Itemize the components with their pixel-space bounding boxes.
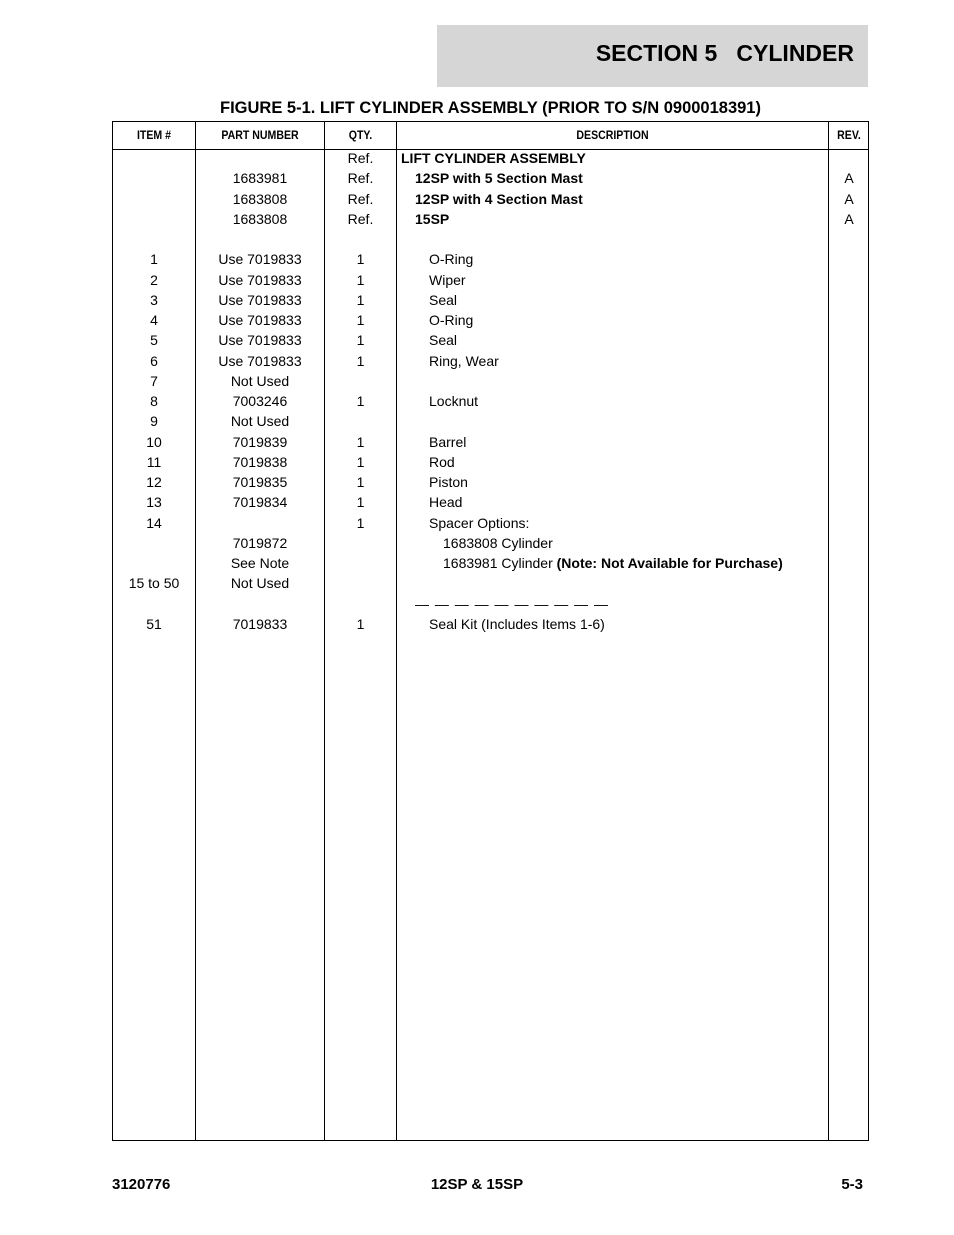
description-text: LIFT CYLINDER ASSEMBLY	[401, 150, 586, 166]
revision	[829, 310, 869, 330]
revision	[829, 330, 869, 350]
description	[443, 533, 553, 553]
description-text: O-Ring	[429, 251, 474, 268]
item-number: 8	[150, 393, 158, 409]
revision: A	[844, 210, 854, 227]
quantity: 1	[356, 616, 365, 632]
description	[429, 391, 478, 411]
part-number: Use 7019833	[218, 312, 302, 328]
part-number: Use 7019833	[218, 291, 302, 308]
item-number: 11	[146, 453, 162, 470]
revision	[829, 270, 869, 290]
footer-model: 12SP & 15SP	[430, 1176, 524, 1193]
quantity: Ref.	[347, 150, 374, 166]
description: Seal Kit (Includes Items 1-6)	[429, 616, 605, 632]
item-number	[113, 553, 195, 573]
revision	[829, 249, 869, 269]
quantity: 1	[356, 352, 365, 369]
section-title: SECTION 5 CYLINDER	[595, 40, 854, 66]
description	[429, 310, 473, 330]
item-number: 4	[150, 312, 158, 328]
quantity	[325, 411, 396, 431]
part-number	[196, 148, 324, 168]
revision	[829, 472, 869, 492]
description	[429, 290, 457, 310]
part-number: 7019835	[232, 474, 288, 490]
revision	[829, 452, 869, 472]
description	[429, 472, 468, 492]
revision	[829, 513, 869, 533]
quantity: 1	[356, 474, 365, 490]
header-rev: REV.	[837, 128, 861, 142]
header-qty: QTY.	[348, 128, 373, 142]
description	[429, 351, 499, 371]
item-number: 9	[150, 413, 158, 430]
separator-line: — — — — — — — — — —	[415, 596, 610, 612]
description-text: Barrel	[429, 433, 467, 450]
description	[429, 270, 466, 290]
item-number: 51	[146, 616, 162, 632]
item-number: 1	[150, 251, 158, 268]
quantity: 1	[356, 332, 365, 349]
quantity: 1	[356, 251, 365, 268]
item-number	[113, 533, 195, 553]
item-number	[113, 209, 195, 229]
description-text: Locknut	[429, 393, 479, 409]
item-number	[113, 168, 195, 188]
part-number: 7019838	[232, 453, 288, 470]
description	[429, 492, 462, 512]
item-number: 13	[146, 494, 162, 511]
description	[443, 553, 783, 573]
quantity: 1	[356, 393, 365, 409]
item-number	[113, 189, 195, 209]
part-number: Not Used	[230, 413, 290, 430]
description	[415, 209, 449, 229]
revision	[829, 371, 869, 391]
description-text: 1683808 Cylinder	[443, 534, 553, 551]
parts-table	[112, 121, 869, 1141]
item-number: 3	[150, 291, 158, 308]
description	[429, 330, 457, 350]
description-text: Rod	[429, 453, 455, 470]
revision: A	[844, 170, 854, 187]
description-text: 1683981 Cylinder	[443, 555, 557, 571]
description	[429, 452, 455, 472]
part-number	[196, 513, 324, 533]
figure-title: FIGURE 5-1. LIFT CYLINDER ASSEMBLY (PRIOR TO S/N 0900018391)	[220, 99, 761, 117]
revision	[829, 492, 869, 512]
item-number	[113, 229, 195, 249]
item-number: 10	[146, 433, 162, 450]
footer-page-number: 5-3	[841, 1176, 863, 1193]
part-number: 7003246	[232, 393, 288, 409]
item-number: 14	[146, 514, 162, 531]
revision	[829, 553, 869, 573]
revision	[829, 411, 869, 431]
item-number: 12	[146, 474, 162, 490]
description-text: Head	[429, 494, 463, 511]
quantity: 1	[356, 291, 365, 308]
description	[429, 513, 529, 533]
description-text: Spacer Options:	[429, 514, 530, 531]
section-banner	[437, 25, 868, 87]
description-text: Ring, Wear	[429, 352, 499, 369]
item-number: 5	[150, 332, 158, 349]
description	[415, 189, 583, 209]
part-number: 7019833	[232, 616, 288, 632]
revision	[829, 391, 869, 411]
item-number: 6	[150, 352, 158, 369]
part-number: See Note	[230, 555, 290, 571]
description-text: Piston	[429, 474, 468, 490]
item-number	[113, 148, 195, 168]
revision	[829, 148, 869, 168]
header-description: DESCRIPTION	[576, 128, 649, 142]
part-number: Use 7019833	[218, 352, 302, 369]
part-number: 7019834	[232, 494, 288, 511]
description-note: (Note: Not Available for Purchase)	[556, 555, 783, 571]
part-number: Use 7019833	[218, 332, 302, 349]
part-number: Use 7019833	[218, 271, 302, 288]
revision	[829, 573, 869, 593]
item-number: 2	[150, 271, 158, 288]
quantity	[325, 371, 396, 391]
quantity: 1	[356, 433, 365, 450]
quantity: 1	[356, 494, 365, 511]
item-number: 15 to 50	[128, 575, 180, 592]
quantity	[325, 533, 396, 553]
quantity	[325, 229, 396, 249]
description-text: 12SP with 4 Section Mast	[415, 190, 583, 207]
revision	[829, 229, 869, 249]
part-number: 7019839	[232, 433, 288, 450]
column-divider	[396, 122, 397, 1140]
quantity	[325, 573, 396, 593]
part-number: Not Used	[230, 372, 290, 389]
part-number: 1683981	[232, 170, 288, 187]
revision: A	[844, 190, 854, 207]
description-text: Wiper	[429, 271, 466, 288]
part-number: Use 7019833	[218, 251, 302, 268]
revision	[829, 533, 869, 553]
footer-doc-number: 3120776	[112, 1176, 171, 1193]
description-text: 15SP	[415, 210, 450, 227]
quantity: 1	[356, 453, 365, 470]
quantity: Ref.	[347, 210, 374, 227]
quantity: 1	[356, 271, 365, 288]
part-number: Not Used	[230, 575, 290, 592]
part-number: 1683808	[232, 190, 288, 207]
description	[401, 148, 586, 168]
part-number: 7019872	[232, 534, 288, 551]
revision	[829, 432, 869, 452]
description-text: 12SP with 5 Section Mast	[415, 170, 583, 187]
quantity: Ref.	[347, 190, 374, 207]
quantity: 1	[356, 514, 365, 531]
description-text: Seal	[429, 332, 458, 349]
description	[429, 432, 466, 452]
part-number: 1683808	[232, 210, 288, 227]
part-number	[196, 229, 324, 249]
description	[415, 168, 583, 188]
quantity: Ref.	[347, 170, 374, 187]
description-text: Seal	[429, 291, 458, 308]
header-part-number: PART NUMBER	[221, 128, 299, 142]
description	[429, 249, 473, 269]
revision	[829, 351, 869, 371]
description-text: O-Ring	[429, 312, 474, 328]
quantity: 1	[356, 312, 365, 328]
quantity	[325, 553, 396, 573]
header-item: ITEM #	[136, 128, 172, 142]
item-number: 7	[150, 372, 158, 389]
revision	[829, 290, 869, 310]
